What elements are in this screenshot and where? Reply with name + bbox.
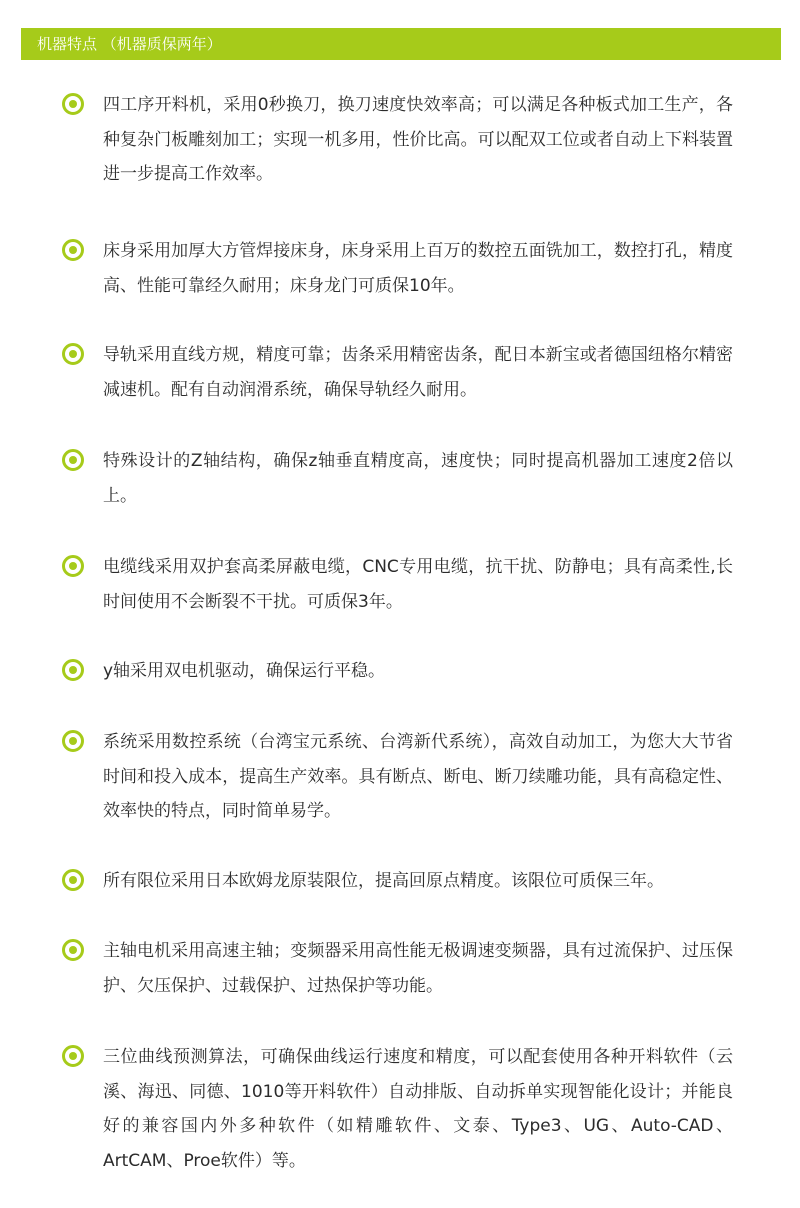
- circle-bullet-icon: [62, 730, 84, 752]
- circle-bullet-icon: [62, 239, 84, 261]
- circle-bullet-icon: [62, 659, 84, 681]
- feature-text: 床身采用加厚大方管焊接床身，床身采用上百万的数控五面铣加工，数控打孔，精度高、性能可靠经久耐用；床身龙门可质保10年。: [103, 241, 733, 296]
- feature-text: 导轨采用直线方规，精度可靠；齿条采用精密齿条，配日本新宝或者德国纽格尔精密减速机。配有自动润滑系统，确保导轨经久耐用。: [103, 345, 733, 400]
- feature-text: 所有限位采用日本欧姆龙原装限位，提高回原点精度。该限位可质保三年。: [103, 871, 664, 891]
- feature-text: y轴采用双电机驱动，确保运行平稳。: [103, 661, 386, 681]
- section-title: 机器特点 （机器质保两年）: [37, 35, 222, 53]
- feature-text: 四工序开料机，采用0秒换刀，换刀速度快效率高；可以满足各种板式加工生产，各种复杂门板雕刻加工；实现一机多用，性价比高。可以配双工位或者自动上下料装置进一步提高工作效率。: [103, 95, 733, 184]
- feature-text: 三位曲线预测算法，可确保曲线运行速度和精度，可以配套使用各种开料软件（云溪、海迅、同德、1010等开料软件）自动排版、自动拆单实现智能化设计；并能良好的兼容国内外多种软件（如精雕软件、文泰、Type3、UG、Auto-CAD、ArtCAM、Proe软件）等。: [103, 1047, 733, 1171]
- feature-text: 系统采用数控系统（台湾宝元系统、台湾新代系统），高效自动加工，为您大大节省时间和投入成本，提高生产效率。具有断点、断电、断刀续雕功能，具有高稳定性、效率快的特点，同时简单易学。: [103, 732, 733, 821]
- feature-text: 主轴电机采用高速主轴；变频器采用高性能无极调速变频器，具有过流保护、过压保护、欠压保护、过载保护、过热保护等功能。: [103, 941, 733, 996]
- circle-bullet-icon: [62, 93, 84, 115]
- section-header-bar: [21, 28, 781, 60]
- feature-text: 电缆线采用双护套高柔屏蔽电缆，CNC专用电缆，抗干扰、防静电；具有高柔性,长时间使用不会断裂不干扰。可质保3年。: [103, 557, 733, 612]
- circle-bullet-icon: [62, 869, 84, 891]
- circle-bullet-icon: [62, 555, 84, 577]
- circle-bullet-icon: [62, 1045, 84, 1067]
- circle-bullet-icon: [62, 343, 84, 365]
- feature-text: 特殊设计的Z轴结构，确保z轴垂直精度高，速度快；同时提高机器加工速度2倍以上。: [103, 451, 733, 506]
- circle-bullet-icon: [62, 449, 84, 471]
- circle-bullet-icon: [62, 939, 84, 961]
